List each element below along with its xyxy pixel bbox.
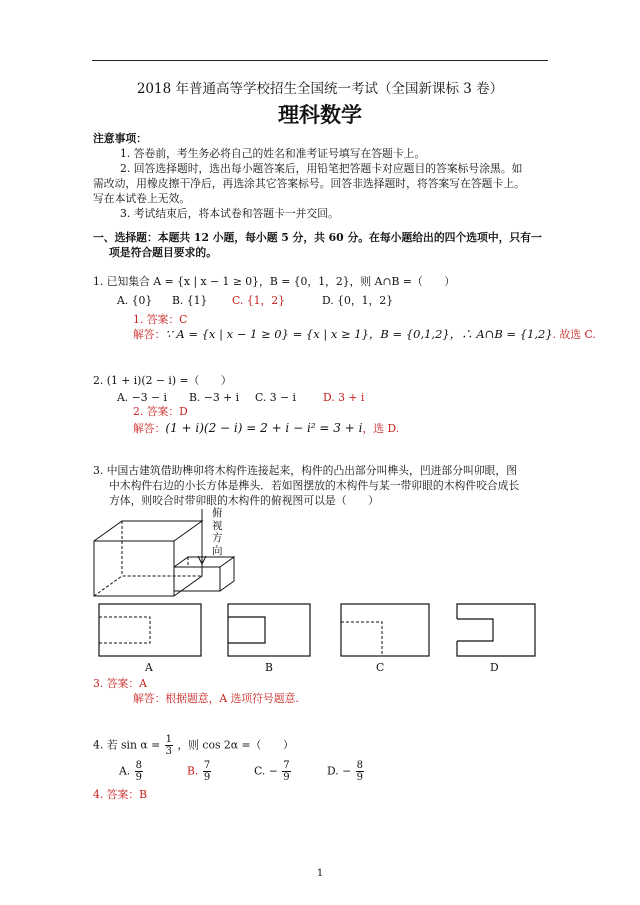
option-label: A. [119, 764, 131, 778]
frac-num: 1 [165, 734, 172, 745]
q3-stem-line3: 方体，则咬合时带卯眼的木构件的俯视图可以是（ ） [109, 494, 379, 507]
q2-option-d: D. 3 + i [323, 391, 365, 404]
option-fraction [203, 760, 211, 783]
q3-option-d-figure [456, 600, 536, 658]
option-label: B. [187, 764, 199, 778]
q3-option-d-label: D [490, 661, 499, 674]
q1-option-c: C. {1，2} [232, 294, 286, 307]
q1-solution-prefix: 解答： [133, 328, 166, 341]
q3-option-c-label: C [376, 661, 385, 674]
option-fraction [282, 760, 290, 783]
q1-solution-math: ∵ A = {x | x − 1 ≥ 0} = {x | x ≥ 1}，B = {0,1,2}，∴ A∩B = {1,2} [165, 327, 553, 341]
q3-stem-line1: 3. 中国古建筑借助榫卯将木构件连接起来，构件的凸出部分叫榫头，凹进部分叫卯眼，图 [93, 464, 518, 477]
q2-solution [133, 421, 399, 437]
section-heading: 一、选择题：本题共 12 小题，每小题 5 分，共 60 分。在每小题给出的四个选项中，只有一 [93, 231, 542, 244]
q2-stem: 2. (1 + i)(2 − i) =（ ） [93, 374, 232, 387]
section-heading-cont: 项是符合题目要求的。 [109, 246, 217, 259]
q1-answer: 1. 答案：C [133, 313, 188, 326]
q1-solution-suffix: . 故选 C. [552, 328, 596, 341]
option-label: C. − [254, 764, 278, 778]
q2-solution-math: (1 + i)(2 − i) = 2 + i − i² = 3 + i [165, 421, 363, 435]
frac-num: 7 [283, 760, 290, 771]
page-number: 1 [316, 868, 324, 879]
q4-stem-suffix: ，则 cos 2α =（ ） [177, 738, 294, 752]
q2-solution-suffix: ，选 D. [362, 422, 400, 435]
subject-title: 理科数学 [278, 103, 362, 127]
frac-num: 8 [135, 760, 143, 771]
q3-answer: 3. 答案：A [93, 677, 147, 690]
q3-option-c-figure [340, 600, 430, 658]
frac-den: 9 [203, 772, 211, 783]
q4-answer: 4. 答案：B [93, 788, 148, 801]
q2-option-c: C. 3 − i [255, 391, 296, 404]
q4-option-b [187, 760, 212, 783]
q1-option-d: D. {0，1，2} [322, 294, 394, 307]
option-fraction [135, 760, 143, 783]
exam-title: 2018 年普通高等学校招生全国统一考试（全国新课标 3 卷） [136, 81, 504, 97]
q3-option-b-figure [227, 600, 311, 658]
q4-stem [93, 734, 294, 757]
frac-den: 9 [135, 772, 143, 783]
q3-option-a-label: A [145, 661, 153, 674]
q1-stem: 1. 已知集合 A = {x | x − 1 ≥ 0}，B = {0，1，2}，则 A∩B =（ ） [93, 275, 456, 288]
q3-stem-line2: 中木构件右边的小长方体是榫头．若如图摆放的木构件与某一带卯眼的木构件咬合成长 [109, 479, 520, 492]
q2-option-a: A. −3 − i [117, 391, 167, 404]
frac-num: 7 [203, 760, 211, 771]
header-rule [92, 60, 548, 61]
notice-item-1: 1. 答卷前，考生务必将自己的姓名和准考证号填写在答题卡上。 [120, 147, 426, 160]
frac-den: 3 [165, 746, 172, 757]
notice-item-2: 2. 回答选择题时，选出每小题答案后，用铅笔把答题卡对应题目的答案标号涂黑。如 [120, 162, 523, 175]
q4-option-d [327, 760, 365, 783]
q1-option-b: B. {1} [172, 294, 208, 307]
q3-option-b-label: B [265, 661, 273, 674]
notice-item-2-cont: 需改动，用橡皮擦干净后，再选涂其它答案标号。回答非选择题时，将答案写在答题卡上。 [93, 177, 525, 190]
view-label-char: 俯 [212, 507, 223, 519]
q3-option-a-figure [98, 600, 202, 658]
frac-den: 9 [283, 772, 290, 783]
q2-solution-prefix: 解答： [133, 422, 166, 435]
notice-item-2-cont2: 写在本试卷上无效。 [93, 192, 191, 205]
option-label: D. − [327, 764, 352, 778]
q3-view-direction-label [212, 507, 224, 557]
q3-mortise-figure [90, 505, 250, 601]
q4-stem-prefix: 4. 若 sin α = [93, 738, 161, 752]
notice-heading: 注意事项： [93, 132, 147, 145]
q2-answer: 2. 答案：D [133, 405, 188, 418]
q4-option-a [119, 760, 144, 783]
q2-option-b: B. −3 + i [189, 391, 240, 404]
option-fraction [356, 760, 364, 783]
frac-num: 8 [356, 760, 363, 771]
view-label-char: 方 [212, 532, 223, 544]
q1-option-a: A. {0} [117, 294, 153, 307]
view-label-char: 视 [212, 519, 223, 532]
view-label-char: 向 [212, 544, 223, 557]
notice-item-3: 3. 考试结束后，将本试卷和答题卡一并交回。 [120, 207, 339, 220]
frac-den: 9 [356, 772, 363, 783]
q4-fraction-one-third [165, 734, 173, 757]
q4-option-c [254, 760, 292, 783]
q3-solution: 解答：根据题意，A 选项符号题意. [133, 692, 299, 705]
q1-solution [133, 327, 596, 343]
